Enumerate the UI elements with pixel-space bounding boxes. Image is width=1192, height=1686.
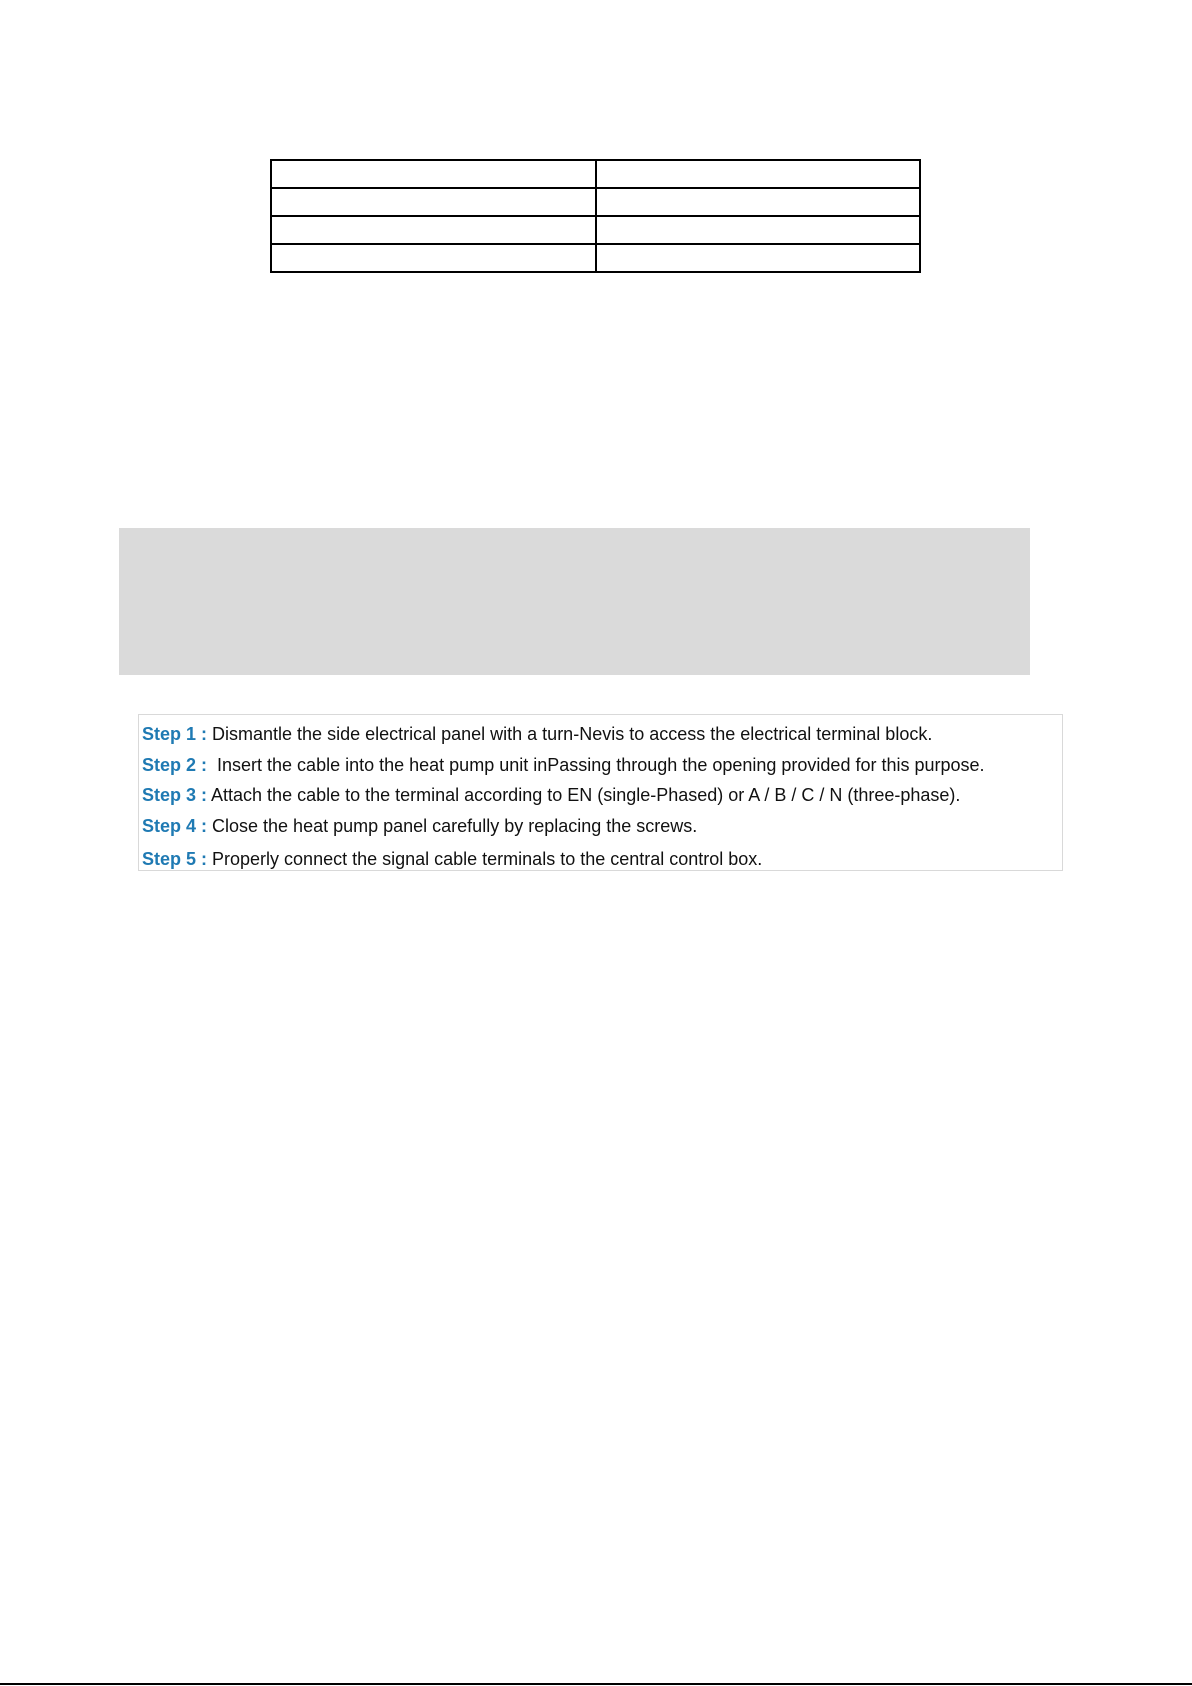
- step-5-label: Step 5 :: [142, 849, 208, 869]
- installation-steps-box: [138, 714, 1063, 871]
- table-cell: [271, 188, 596, 216]
- table-cell: [271, 160, 596, 188]
- step-3-label: Step 3 :: [142, 785, 208, 805]
- table-cell: [596, 188, 921, 216]
- step-1: [142, 719, 1062, 750]
- step-5-text: Properly connect the signal cable terminals to the central control box.: [207, 849, 763, 869]
- step-4-text: Close the heat pump panel carefully by replacing the screws.: [207, 815, 698, 836]
- table-cell: [271, 244, 596, 272]
- step-2: [142, 750, 1062, 781]
- page-bottom-rule: [0, 1683, 1192, 1685]
- step-4-label: Step 4 :: [142, 815, 208, 836]
- step-3: [142, 780, 1062, 811]
- specification-table: [270, 159, 921, 273]
- step-4: [142, 811, 1062, 842]
- step-1-text: Dismantle the side electrical panel with a turn-Nevis to access the electrical terminal block.: [207, 724, 933, 744]
- step-5: [142, 844, 1062, 875]
- table-cell: [596, 244, 921, 272]
- table-cell: [271, 216, 596, 244]
- table-cell: [596, 160, 921, 188]
- step-2-text: Insert the cable into the heat pump unit inPassing through the opening provided for this purpose.: [207, 754, 985, 775]
- table-row: [271, 160, 920, 188]
- step-1-label: Step 1 :: [142, 724, 208, 744]
- table-row: [271, 216, 920, 244]
- specification-table-body: [271, 160, 920, 272]
- gray-note-panel: [119, 528, 1030, 675]
- table-cell: [596, 216, 921, 244]
- table-row: [271, 188, 920, 216]
- step-2-label: Step 2 :: [142, 754, 208, 775]
- step-3-text: Attach the cable to the terminal according to EN (single-Phased) or A / B / C / N (three-phase).: [207, 785, 961, 805]
- table-row: [271, 244, 920, 272]
